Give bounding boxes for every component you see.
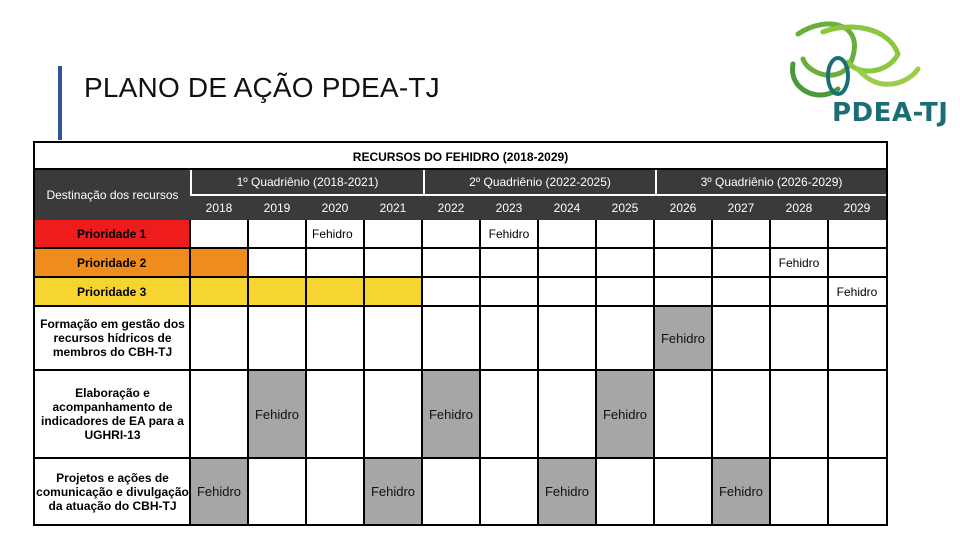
row-label-prioridade-2: Prioridade 2: [35, 249, 248, 276]
row-label-projetos: Projetos e ações de comunicação e divulgação da atuação do CBH-TJ: [36, 470, 189, 513]
year-2025: 2025: [596, 196, 654, 220]
cell-fehidro: Fehidro: [836, 284, 878, 299]
grid-line: [35, 276, 886, 278]
cell-fehidro: Fehidro: [422, 371, 480, 457]
grid-line: [595, 220, 597, 526]
year-2021: 2021: [364, 196, 422, 220]
cell-fehidro: Fehidro: [488, 226, 530, 241]
title-accent-bar: [58, 66, 62, 140]
row-label-prioridade-3: Prioridade 3: [35, 278, 422, 305]
grid-line: [363, 220, 365, 526]
grid-line: [35, 305, 886, 307]
year-2023: 2023: [480, 196, 538, 220]
grid-line: [537, 220, 539, 526]
grid-line: [305, 220, 307, 526]
quadrienio-2: 2º Quadriênio (2022-2025): [425, 170, 655, 194]
fehidro-resources-table: [33, 141, 888, 526]
grid-line: [189, 220, 191, 526]
row-header: Destinação dos recursos: [35, 170, 190, 220]
row-label-elaboracao: Elaboração e acompanhamento de indicadores de EA para a UGHRI-13: [41, 386, 184, 442]
cell-fehidro: Fehidro: [654, 307, 712, 369]
year-2022: 2022: [422, 196, 480, 220]
row-label-prioridade-1: Prioridade 1: [35, 220, 190, 247]
cell-fehidro: Fehidro: [778, 255, 820, 270]
cell-fehidro: Fehidro: [364, 459, 422, 524]
grid-line: [769, 220, 771, 526]
year-2019: 2019: [248, 196, 306, 220]
year-2027: 2027: [712, 196, 770, 220]
grid-line: [653, 220, 655, 526]
year-2024: 2024: [538, 196, 596, 220]
grid-line: [247, 220, 249, 526]
grid-line: [827, 220, 829, 526]
year-2026: 2026: [654, 196, 712, 220]
grid-line: [711, 220, 713, 526]
year-2028: 2028: [770, 196, 828, 220]
cell-fehidro: Fehidro: [312, 226, 353, 241]
quadrienio-1: 1º Quadriênio (2018-2021): [192, 170, 423, 194]
year-2029: 2029: [828, 196, 886, 220]
cell-fehidro: Fehidro: [596, 371, 654, 457]
cell-fehidro: Fehidro: [190, 459, 248, 524]
cell-fehidro: Fehidro: [712, 459, 770, 524]
grid-line: [479, 220, 481, 526]
cell-fehidro: Fehidro: [538, 459, 596, 524]
table-title: RECURSOS DO FEHIDRO (2018-2029): [352, 149, 569, 164]
row-label-formacao: Formação em gestão dos recursos hídricos de membros do CBH-TJ: [40, 317, 185, 359]
quadrienio-3: 3º Quadriênio (2026-2029): [657, 170, 886, 194]
grid-line: [35, 247, 886, 249]
grid-line: [35, 369, 886, 371]
year-2018: 2018: [190, 196, 248, 220]
page-title: PLANO DE AÇÃO PDEA-TJ: [84, 72, 440, 103]
cell-fehidro: Fehidro: [248, 371, 306, 457]
year-2020: 2020: [306, 196, 364, 220]
grid-line: [421, 220, 423, 526]
logo-text: PDEA-TJ: [832, 98, 949, 128]
grid-line: [35, 457, 886, 459]
